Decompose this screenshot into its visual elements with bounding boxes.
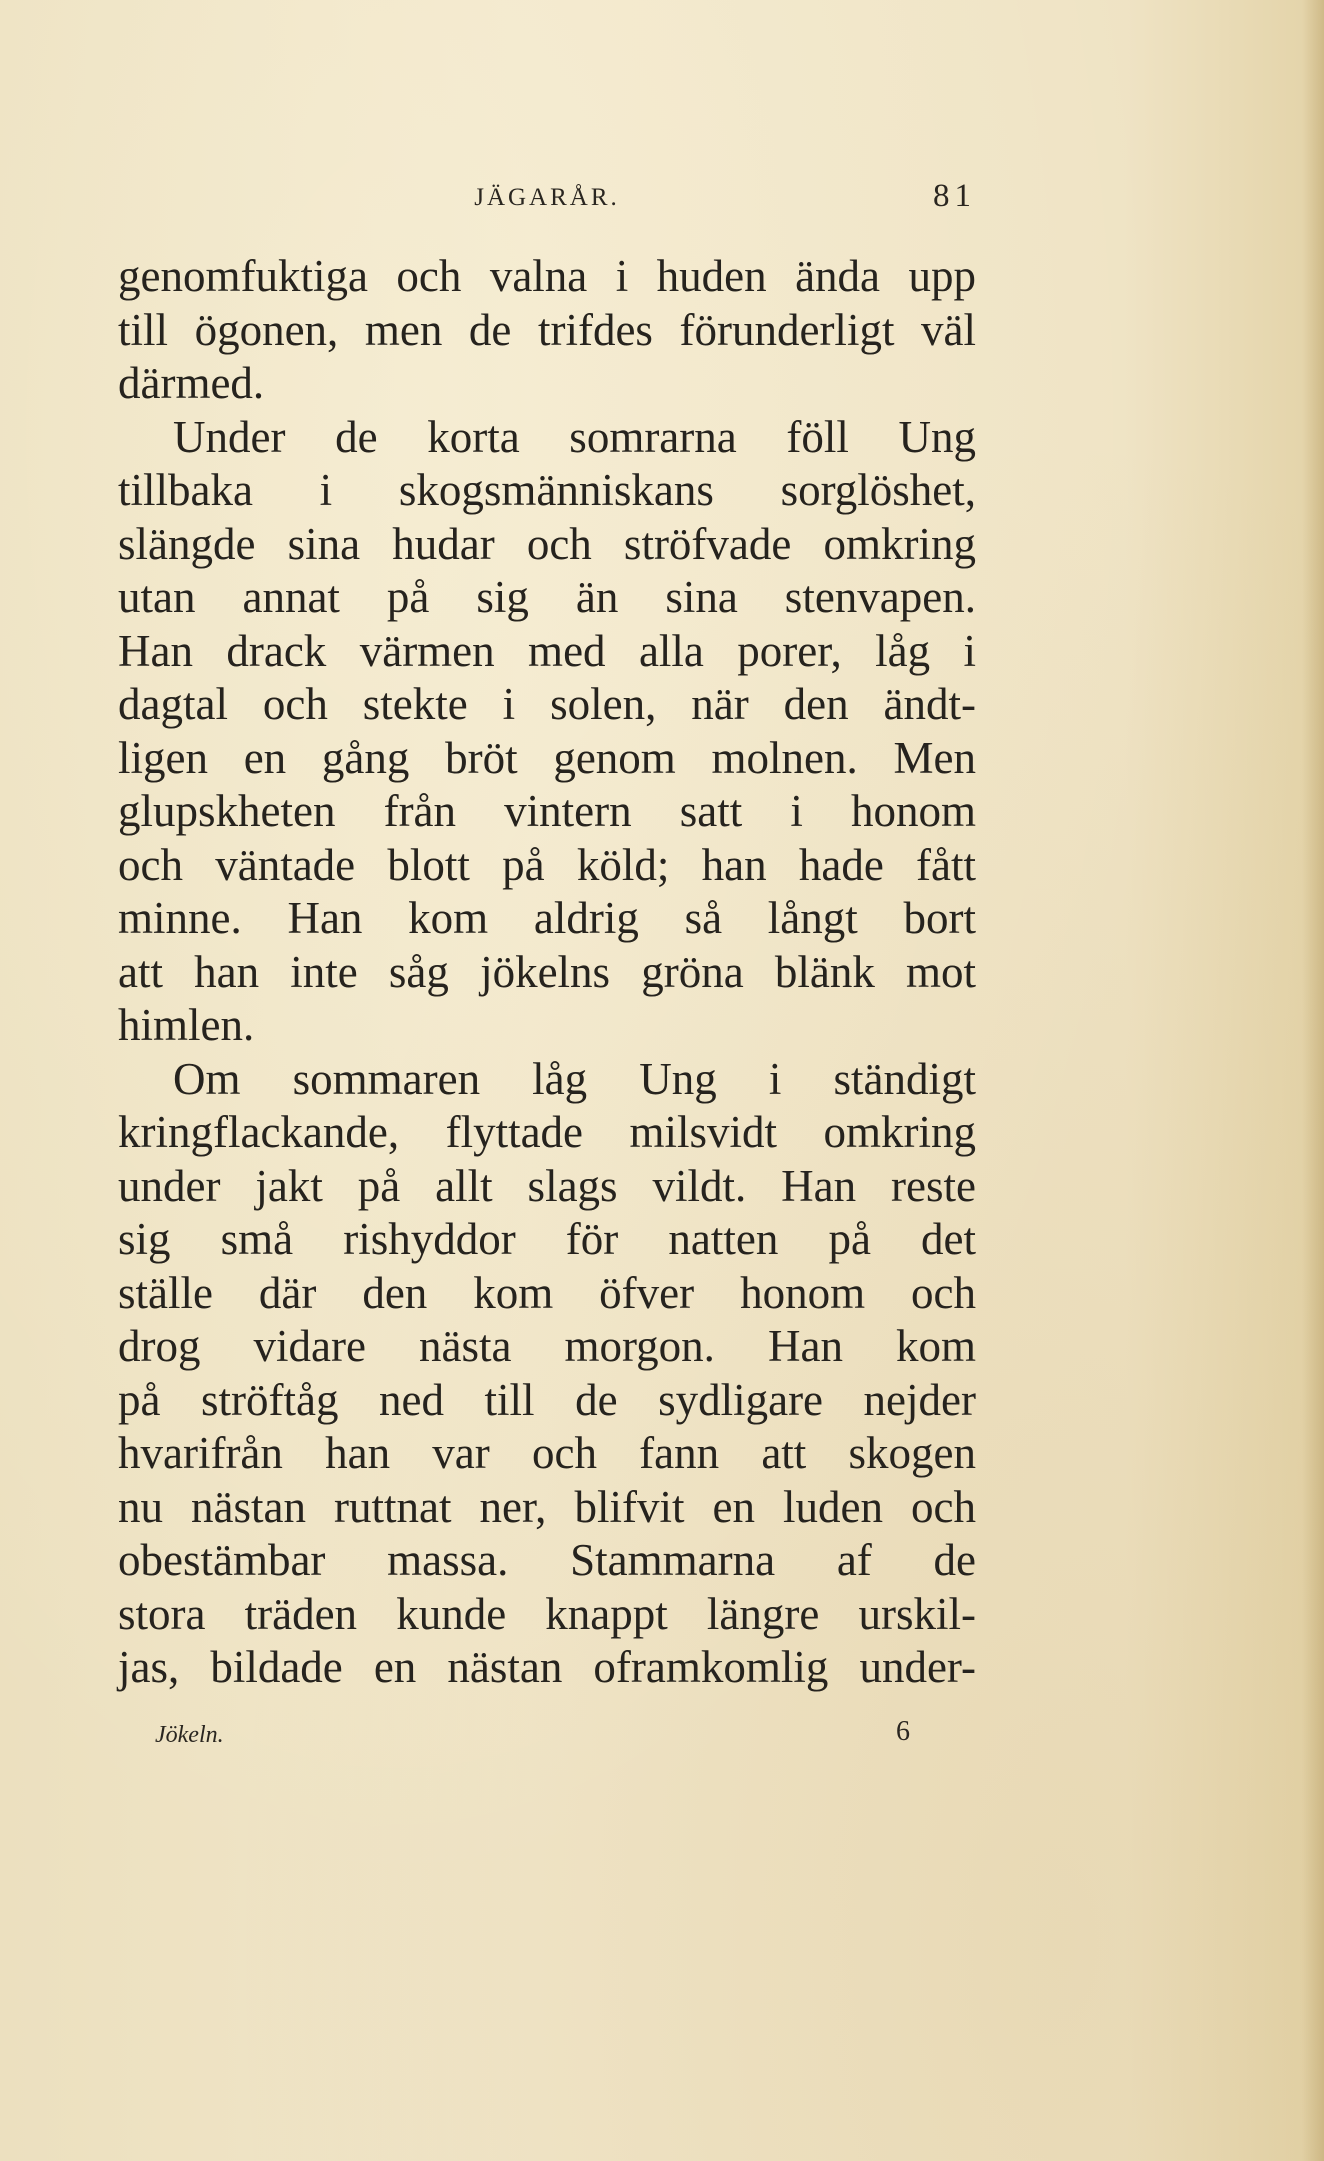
page-number: 81 bbox=[933, 178, 976, 214]
text-line: att han inte såg jökelns gröna blänk mot bbox=[118, 946, 976, 997]
signature-mark-title: Jökeln. bbox=[155, 1722, 224, 1748]
text-line: Om sommaren låg Ung i ständigt bbox=[173, 1053, 976, 1104]
text-line: minne. Han kom aldrig så långt bort bbox=[118, 893, 976, 943]
text-line: himlen. bbox=[118, 1000, 255, 1050]
text-line: ställe där den kom öfver honom och bbox=[118, 1267, 976, 1318]
text-line: och väntade blott på köld; han hade fått bbox=[118, 839, 976, 890]
text-line: ligen en gång bröt genom molnen. Men bbox=[118, 732, 976, 783]
text-line: till ögonen, men de trifdes förunderligt väl bbox=[118, 304, 976, 355]
text-line: Under de korta somrarna föll Ung bbox=[173, 411, 976, 462]
text-line: Han drack värmen med alla porer, låg i bbox=[118, 625, 976, 676]
text-line: stora träden kunde knappt längre urskil- bbox=[118, 1588, 976, 1639]
text-line: på ströftåg ned till de sydligare nejder bbox=[118, 1374, 976, 1425]
running-head: JÄGARÅR. bbox=[474, 184, 620, 211]
text-line: sig små rishyddor för natten på det bbox=[118, 1214, 976, 1264]
text-line: genomfuktiga och valna i huden ända upp bbox=[118, 251, 976, 301]
page-edge-shadow bbox=[1302, 0, 1324, 2161]
signature-mark-number: 6 bbox=[896, 1716, 910, 1747]
body-text bbox=[118, 250, 976, 1695]
text-line: nu nästan ruttnat ner, blifvit en luden och bbox=[118, 1481, 976, 1532]
text-line: hvarifrån han var och fann att skogen bbox=[118, 1428, 976, 1478]
text-line: slängde sina hudar och ströfvade omkring bbox=[118, 518, 976, 569]
text-line: därmed. bbox=[118, 358, 265, 408]
text-line: jas, bildade en nästan oframkomlig under- bbox=[118, 1642, 976, 1692]
text-line: glupskheten från vintern satt i honom bbox=[118, 786, 976, 836]
text-line: under jakt på allt slags vildt. Han reste bbox=[118, 1160, 976, 1211]
text-line: obestämbar massa. Stammarna af de bbox=[118, 1535, 976, 1585]
text-line: dagtal och stekte i solen, när den ändt- bbox=[118, 679, 976, 729]
page-header bbox=[118, 178, 976, 218]
page-footer bbox=[155, 1716, 935, 1756]
text-line: drog vidare nästa morgon. Han kom bbox=[118, 1321, 976, 1371]
text-line: kringflackande, flyttade milsvidt omkring bbox=[118, 1107, 976, 1157]
text-line: utan annat på sig än sina stenvapen. bbox=[118, 572, 976, 622]
text-line: tillbaka i skogsmänniskans sorglöshet, bbox=[118, 465, 976, 515]
